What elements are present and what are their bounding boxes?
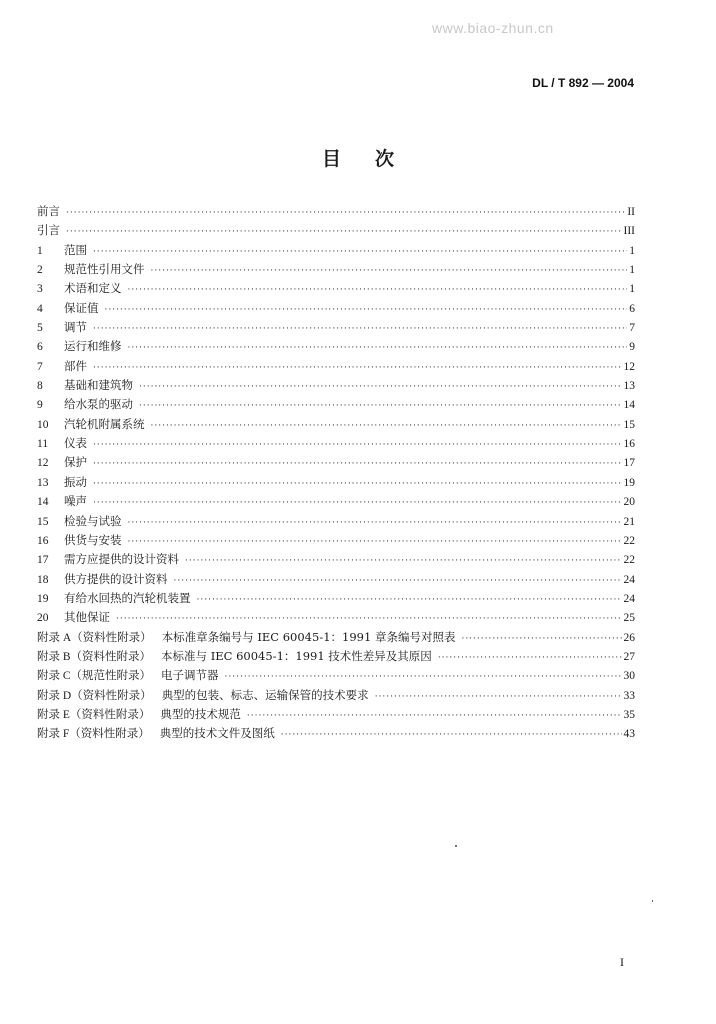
toc-entry-title: 本标准章条编号与 IEC 60045-1：1991 章条编号对照表	[161, 629, 456, 644]
toc-entry-title: 引言	[37, 223, 60, 238]
toc-entry-number: 7	[37, 360, 43, 373]
toc-entry[interactable]	[37, 493, 635, 512]
toc-leader-dots	[151, 266, 628, 276]
toc-entry-title: 前言	[37, 204, 60, 218]
toc-entry-title: 典型的包装、标志、运输保管的技术要求	[161, 687, 369, 702]
toc-entry-title: 基础和建筑物	[64, 378, 133, 393]
toc-entry[interactable]	[37, 416, 635, 435]
toc-entry-title: 本标准与 IEC 60045-1：1991 技术性差异及其原因	[161, 648, 432, 663]
toc-entry[interactable]	[37, 687, 635, 706]
toc-entry-page: 1	[629, 283, 635, 296]
toc-entry-title: 其他保证	[64, 610, 110, 625]
toc-entry[interactable]	[37, 280, 635, 299]
toc-entry-page: 21	[623, 515, 635, 528]
toc-entry-page: 25	[623, 612, 635, 625]
toc-entry-number: 2	[37, 264, 43, 277]
toc-entry-page: 24	[623, 573, 635, 586]
toc-entry[interactable]	[37, 474, 635, 493]
toc-entry[interactable]	[37, 222, 635, 241]
toc-leader-dots	[93, 498, 622, 508]
toc-entry[interactable]	[37, 629, 635, 648]
toc-leader-dots	[128, 285, 628, 295]
toc-entry-number: 11	[37, 438, 49, 451]
toc-entry-title: 电子调节器	[161, 668, 219, 683]
toc-entry-page: 7	[629, 322, 635, 335]
toc-entry-number: 4	[37, 302, 43, 315]
toc-leader-dots	[139, 382, 622, 392]
toc-entry[interactable]	[37, 590, 635, 609]
toc-entry-number: 附录 E（资料性附录）	[37, 708, 151, 721]
toc-leader-dots	[93, 363, 622, 373]
toc-entry-title: 术语和定义	[64, 281, 122, 296]
toc-entry-page: 43	[623, 728, 635, 741]
toc-entry[interactable]	[37, 725, 635, 744]
toc-entry[interactable]	[37, 338, 635, 357]
toc-leader-dots	[105, 305, 628, 315]
toc-entry[interactable]	[37, 261, 635, 280]
toc-leader-dots	[93, 479, 622, 489]
toc-entry-number: 附录 A（资料性附录）	[37, 631, 152, 644]
toc-entry-number: 19	[37, 592, 49, 605]
toc-entry-number: 15	[37, 515, 49, 528]
toc-leader-dots	[375, 692, 622, 702]
toc-entry-page: 1	[629, 244, 635, 257]
toc-entry-number: 1	[37, 244, 43, 257]
toc-entry-number: 20	[37, 612, 49, 625]
toc-entry[interactable]	[37, 609, 635, 628]
toc-entry-number: 18	[37, 573, 49, 586]
toc-entry[interactable]	[37, 377, 635, 396]
table-of-contents	[37, 203, 635, 745]
toc-entry[interactable]	[37, 571, 635, 590]
toc-entry-number: 8	[37, 380, 43, 393]
toc-entry[interactable]	[37, 319, 635, 338]
toc-entry-page: 24	[623, 592, 635, 605]
toc-leader-dots	[281, 730, 622, 740]
toc-leader-dots	[93, 440, 622, 450]
toc-entry[interactable]	[37, 358, 635, 377]
toc-entry[interactable]	[37, 300, 635, 319]
toc-entry-page: II	[627, 206, 635, 218]
toc-entry-title: 保护	[64, 455, 87, 470]
toc-entry-page: 16	[623, 438, 635, 451]
toc-entry-title: 典型的技术规范	[160, 706, 241, 721]
scan-speck	[652, 900, 653, 902]
toc-entry[interactable]	[37, 454, 635, 473]
toc-entry[interactable]	[37, 435, 635, 454]
toc-entry[interactable]	[37, 532, 635, 551]
toc-entry-title: 仪表	[64, 436, 87, 451]
toc-leader-dots	[128, 518, 622, 528]
toc-leader-dots	[66, 227, 622, 237]
toc-leader-dots	[225, 672, 622, 682]
toc-entry-page: III	[623, 225, 635, 238]
toc-entry-number: 6	[37, 341, 43, 354]
toc-entry-number: 3	[37, 283, 43, 296]
toc-entry-title: 范围	[64, 242, 87, 257]
toc-entry-page: 12	[623, 360, 635, 373]
toc-entry-page: 22	[623, 554, 635, 567]
toc-entry-page: 1	[629, 264, 635, 277]
toc-entry-number: 附录 B（资料性附录）	[37, 650, 152, 663]
toc-entry[interactable]	[37, 396, 635, 415]
toc-leader-dots	[461, 634, 621, 644]
toc-entry-title: 汽轮机附属系统	[64, 416, 145, 431]
toc-leader-dots	[93, 247, 627, 257]
toc-leader-dots	[93, 324, 627, 334]
toc-entry-page: 20	[623, 496, 635, 509]
toc-entry-title: 供货与安装	[64, 532, 122, 547]
toc-entry-title: 检验与试验	[64, 513, 122, 528]
toc-leader-dots	[128, 537, 622, 547]
toc-entry-page: 15	[623, 418, 635, 431]
toc-entry-page: 19	[623, 476, 635, 489]
toc-entry-number: 10	[37, 418, 49, 431]
toc-entry-title: 给水泵的驱动	[64, 397, 133, 412]
toc-entry[interactable]	[37, 242, 635, 261]
toc-entry[interactable]	[37, 706, 635, 725]
toc-entry-number: 14	[37, 496, 49, 509]
watermark-url: www.biao-zhun.cn	[432, 20, 554, 36]
toc-leader-dots	[247, 711, 622, 721]
toc-entry-number: 13	[37, 476, 49, 489]
toc-entry-page: 13	[623, 380, 635, 393]
toc-leader-dots	[116, 614, 622, 624]
toc-entry-title: 部件	[64, 358, 87, 373]
toc-entry-page: 30	[623, 670, 635, 683]
toc-entry-page: 9	[629, 341, 635, 354]
toc-entry-title: 保证值	[64, 300, 99, 315]
toc-entry-page: 26	[623, 631, 635, 644]
toc-entry[interactable]	[37, 551, 635, 570]
toc-entry-page: 17	[623, 457, 635, 470]
toc-leader-dots	[128, 343, 628, 353]
page-number: I	[620, 955, 624, 969]
toc-entry-page: 35	[623, 708, 635, 721]
toc-entry-title: 供方提供的设计资料	[64, 571, 168, 586]
toc-leader-dots	[139, 401, 622, 411]
toc-leader-dots	[93, 459, 622, 469]
toc-entry-title: 调节	[64, 320, 87, 335]
scan-speck	[455, 845, 457, 847]
toc-leader-dots	[438, 653, 622, 663]
page-title: 目次	[321, 148, 428, 170]
toc-entry-number: 16	[37, 534, 49, 547]
toc-leader-dots	[197, 595, 622, 605]
toc-entry-number: 附录 C（规范性附录）	[37, 670, 152, 683]
toc-entry-number: 17	[37, 554, 49, 567]
toc-leader-dots	[174, 576, 622, 586]
toc-entry-title: 需方应提供的设计资料	[64, 552, 179, 567]
toc-entry[interactable]	[37, 203, 635, 222]
toc-entry-title: 有给水回热的汽轮机装置	[64, 590, 191, 605]
toc-entry-page: 22	[623, 534, 635, 547]
toc-entry-page: 33	[623, 689, 635, 702]
toc-entry[interactable]	[37, 667, 635, 686]
toc-entry-title: 噪声	[64, 494, 87, 509]
toc-entry-number: 9	[37, 399, 43, 412]
standard-number: DL / T 892 — 2004	[532, 76, 634, 90]
toc-entry-title: 振动	[64, 474, 87, 489]
toc-entry[interactable]	[37, 513, 635, 532]
toc-entry-page: 14	[623, 399, 635, 412]
toc-entry[interactable]	[37, 648, 635, 667]
toc-entry-number: 附录 F（资料性附录）	[37, 728, 150, 741]
toc-leader-dots	[151, 421, 622, 431]
toc-entry-page: 27	[623, 650, 635, 663]
toc-entry-number: 12	[37, 457, 49, 470]
toc-entry-title: 典型的技术文件及图纸	[159, 726, 275, 741]
toc-entry-number: 附录 D（资料性附录）	[37, 689, 152, 702]
toc-leader-dots	[185, 556, 622, 566]
toc-entry-title: 规范性引用文件	[64, 262, 145, 277]
toc-entry-number: 5	[37, 322, 43, 335]
toc-entry-page: 6	[629, 302, 635, 315]
toc-entry-title: 运行和维修	[64, 339, 122, 354]
toc-leader-dots	[66, 208, 625, 218]
